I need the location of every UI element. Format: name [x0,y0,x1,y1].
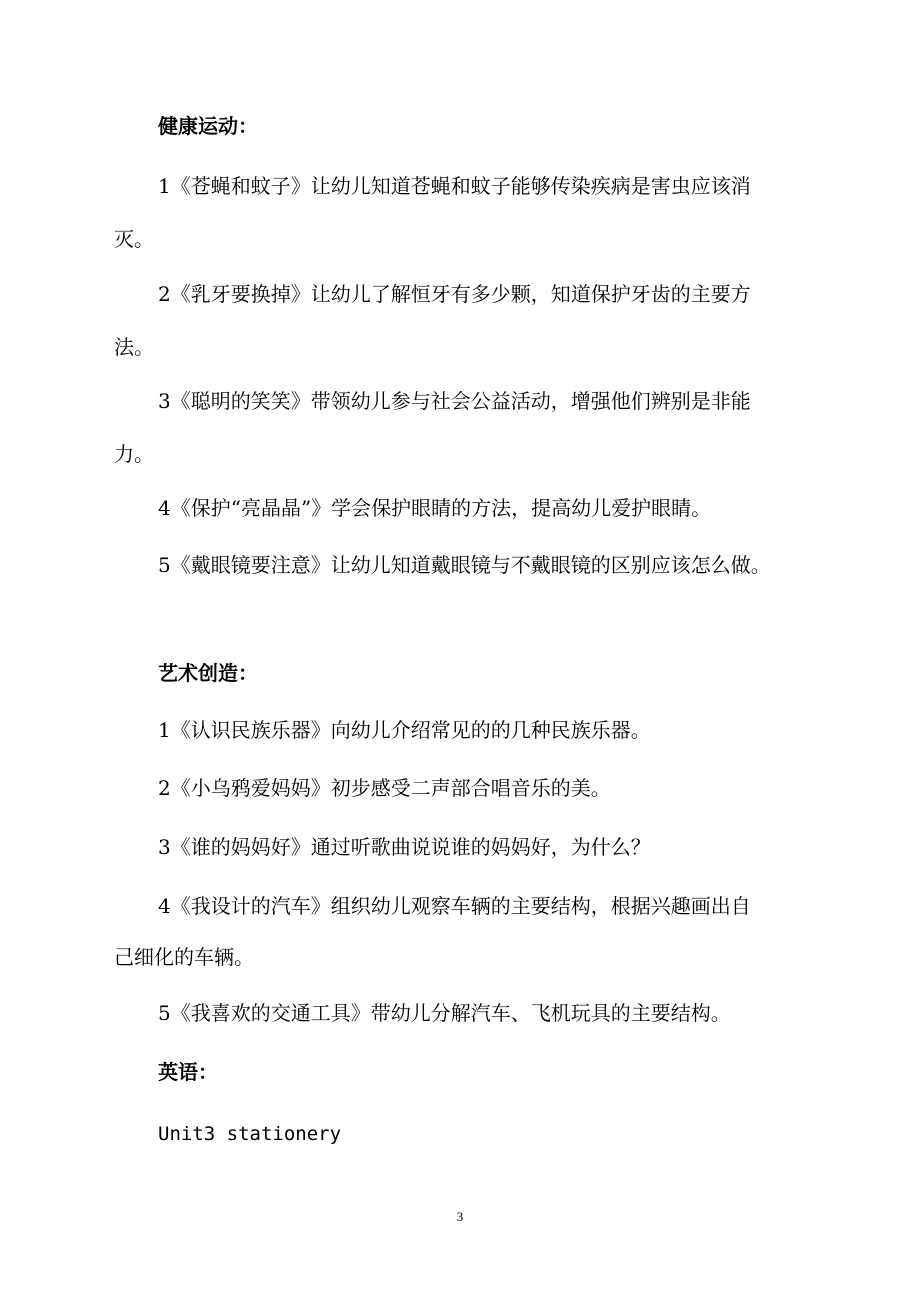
section-heading-health: 健康运动： [158,114,258,138]
list-item: 4《保护“亮晶晶”》学会保护眼睛的方法，提高幼儿爱护眼睛。 [158,496,712,520]
list-item: 5《戴眼镜要注意》让幼儿知道戴眼镜与不戴眼镜的区别应该怎么做。 [158,553,771,577]
list-item: 2《小乌鸦爱妈妈》初步感受二声部合唱音乐的美。 [158,776,611,800]
section-heading-art: 艺术创造： [158,661,258,685]
list-item-continuation: 灭。 [114,227,154,251]
list-item-continuation: 法。 [114,335,154,359]
list-item: 1《认识民族乐器》向幼儿介绍常见的的几种民族乐器。 [158,718,651,742]
english-unit-title: Unit3 stationery [158,1123,342,1145]
section-heading-english: 英语： [158,1060,218,1084]
list-item: 1《苍蝇和蚊子》让幼儿知道苍蝇和蚊子能够传染疾病是害虫应该消 [158,174,751,198]
list-item: 3《聪明的笑笑》带领幼儿参与社会公益活动，增强他们辨别是非能 [158,389,751,413]
list-item: 5《我喜欢的交通工具》带幼儿分解汽车、飞机玩具的主要结构。 [158,1001,731,1025]
list-item-continuation: 己细化的车辆。 [114,945,254,969]
list-item: 3《谁的妈妈好》通过听歌曲说说谁的妈妈好，为什么？ [158,835,651,859]
list-item: 4《我设计的汽车》组织幼儿观察车辆的主要结构，根据兴趣画出自 [158,894,751,918]
page-number: 3 [456,1209,464,1224]
list-item-continuation: 力。 [114,442,154,466]
list-item: 2《乳牙要换掉》让幼儿了解恒牙有多少颗，知道保护牙齿的主要方 [158,282,751,306]
